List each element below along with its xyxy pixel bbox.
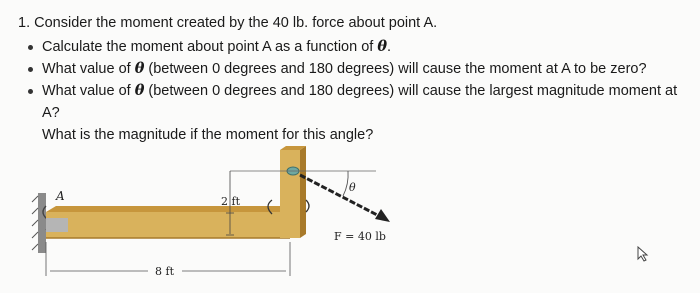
bullet-3-continuation: What is the magnitude if the moment for this angle? [42,127,374,143]
angle-theta-label: θ [349,181,356,194]
angle-arc [343,171,348,196]
mouse-pointer-icon [637,246,651,262]
beam-front-face [46,212,290,238]
bullet-3-text: What value of [42,83,135,99]
theta-symbol: θ [377,38,387,55]
question-title: 1. Consider the moment created by the 40 lb. force about point A. [18,15,438,31]
force-shaft [300,175,383,218]
bullet-2-text: What value of [42,61,135,77]
beam-top-face [46,206,300,212]
theta-symbol: θ [134,60,145,77]
beam-end-bracket [46,218,68,232]
bullet-2-tail: (between 0 degrees and 180 degrees) will cause the moment at A to be zero? [144,61,647,77]
bullet-1-text: Calculate the moment about point A as a function of [42,39,378,55]
force-label: F = 40 lb [334,230,386,243]
post-side-face [300,146,306,238]
wall-plate [38,193,46,253]
horizontal-dimension-label: 8 ft [155,265,174,278]
bullet-3-tail: (between 0 degrees and 180 degrees) will cause the largest magnitude moment at A? [42,83,678,121]
vertical-dimension-label: 2 ft [221,195,240,208]
theta-symbol: θ [134,82,145,99]
post-front-face [280,150,300,238]
horizontal-beam [46,206,300,238]
bullet-1-tail: . [387,39,392,55]
force-arrow [300,175,390,222]
force-arrowhead [375,209,390,222]
point-a-label: A [56,189,65,203]
